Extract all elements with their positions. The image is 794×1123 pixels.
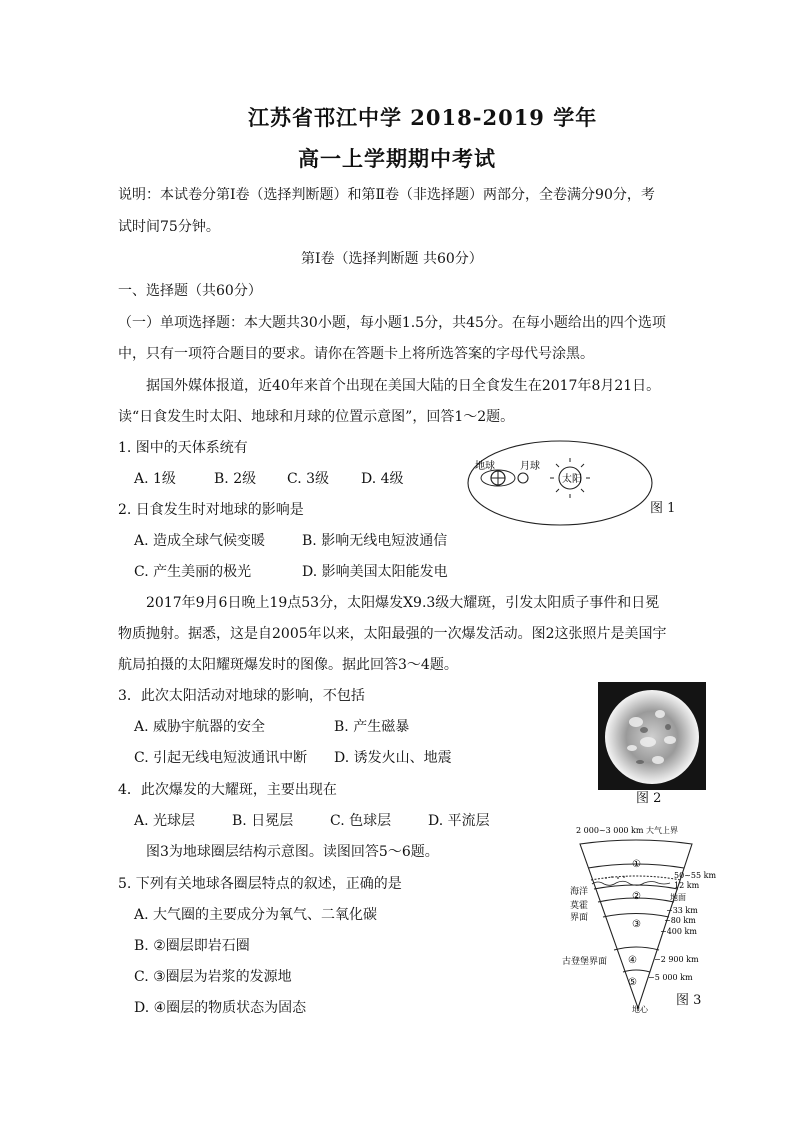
exam-title-line2: 高一上学期期中考试 — [298, 146, 496, 171]
section-title: 第Ⅰ卷（选择判断题 共60分） — [301, 251, 483, 267]
layer-3-label: ③ — [632, 919, 641, 930]
passage2-line3: 航局拍摄的太阳耀斑爆发时的图像。据此回答3～4题。 — [118, 657, 458, 673]
depth-50-55: 50~55 km — [674, 871, 717, 880]
figure-3-earth-layers — [548, 822, 728, 1014]
q2-option-a: A. 造成全球气候变暖 — [134, 533, 266, 549]
q3-option-d: D. 诱发火山、地震 — [334, 750, 452, 766]
passage2-line1: 2017年9月6日晚上19点53分，太阳爆发X9.3级大耀斑，引发太阳质子事件和日冕 — [146, 595, 660, 611]
q5-option-d: D. ④圈层的物质状态为固态 — [134, 1000, 307, 1016]
passage3: 图3为地球圈层结构示意图。读图回答5～6题。 — [146, 844, 439, 860]
q2-option-b: B. 影响无线电短波通信 — [302, 533, 448, 549]
q1-option-c: C. 3级 — [287, 471, 330, 487]
figure-1-caption: 图 1 — [650, 501, 676, 516]
depth-5000: −5 000 km — [648, 973, 693, 982]
q1-stem: 1. 图中的天体系统有 — [118, 440, 248, 456]
exam-title-line1: 江苏省邗江中学 2018-2019 学年 — [248, 105, 598, 130]
q1-option-d: D. 4级 — [361, 471, 404, 487]
q5-option-c: C. ③圈层为岩浆的发源地 — [134, 969, 292, 985]
q2-stem: 2. 日食发生时对地球的影响是 — [118, 502, 304, 518]
q3-stem: 3．此次太阳活动对地球的影响，不包括 — [118, 688, 365, 704]
layer-4-label: ④ — [628, 955, 637, 966]
q3-option-a: A. 威胁宇航器的安全 — [134, 719, 266, 735]
passage2-line2: 物质抛射。据悉，这是自2005年以来，太阳最强的一次爆发活动。图2这张照片是美国宇 — [118, 626, 667, 642]
q5-option-b: B. ②圈层即岩石圈 — [134, 938, 250, 954]
gutenberg-label: 古登堡界面 — [562, 957, 608, 967]
q1-option-a: A. 1级 — [134, 471, 176, 487]
q2-option-d: D. 影响美国太阳能发电 — [302, 564, 448, 580]
moho-label-2: 界面 — [570, 913, 589, 923]
sun-label: 太阳 — [562, 474, 582, 485]
part1-title: 一、选择题（共60分） — [118, 283, 262, 299]
part1-desc-line2: 中，只有一项符合题目的要求。请你在答题卡上将所选答案的字母代号涂黑。 — [118, 346, 594, 362]
q5-stem: 5. 下列有关地球各圈层特点的叙述，正确的是 — [118, 876, 402, 892]
ocean-label: 海洋 — [570, 887, 589, 897]
depth-80: −80 km — [664, 916, 696, 925]
passage1-line1: 据国外媒体报道，近40年来首个出现在美国大陆的日全食发生在2017年8月21日。 — [146, 378, 661, 394]
q2-option-c: C. 产生美丽的极光 — [134, 564, 252, 580]
earth-label: 地球 — [475, 461, 495, 472]
figure-2-sun-photo — [598, 682, 706, 790]
moon-icon — [518, 473, 528, 483]
part1-desc-line1: （一）单项选择题：本大题共30小题，每小题1.5分，共45分。在每小题给出的四个选项 — [118, 315, 666, 331]
figure-2-caption: 图 2 — [636, 791, 662, 806]
layer-2-label: ② — [632, 891, 641, 902]
atmosphere-top-label: 2 000~3 000 km 大气上界 — [576, 826, 679, 835]
figure-3-caption: 图 3 — [676, 993, 702, 1008]
depth-33: −33 km — [666, 906, 698, 915]
q5-option-a: A. 大气圈的主要成分为氧气、二氧化碳 — [134, 907, 378, 923]
instructions-line2: 试时间75分钟。 — [118, 219, 220, 235]
depth-2900: −2 900 km — [654, 955, 699, 964]
core-label: 地心 — [632, 1005, 648, 1014]
q4-stem: 4．此次爆发的大耀斑，主要出现在 — [118, 782, 337, 798]
moho-label-1: 莫霍 — [570, 901, 589, 911]
depth-400: −400 km — [660, 927, 697, 936]
q3-option-c: C. 引起无线电短波通讯中断 — [134, 750, 308, 766]
passage1-line2: 读“日食发生时太阳、地球和月球的位置示意图”，回答1～2题。 — [118, 409, 515, 425]
instructions-line1: 说明：本试卷分第Ⅰ卷（选择判断题）和第Ⅱ卷（非选择题）两部分，全卷满分90分，考 — [118, 187, 655, 203]
q1-option-b: B. 2级 — [214, 471, 257, 487]
q4-option-b: B. 日冕层 — [232, 813, 294, 829]
layer-5-label: ⑤ — [628, 977, 637, 988]
moon-label: 月球 — [520, 461, 540, 472]
sun-disc — [605, 690, 699, 784]
depth-12: 12 km — [674, 881, 700, 890]
q4-option-d: D. 平流层 — [428, 813, 490, 829]
q4-option-c: C. 色球层 — [330, 813, 392, 829]
layer-1-label: ① — [632, 859, 641, 870]
ground-label: 地面 — [670, 893, 686, 902]
figure-1-sun-earth-moon — [465, 438, 655, 528]
q4-option-a: A. 光球层 — [134, 813, 196, 829]
q3-option-b: B. 产生磁暴 — [334, 719, 410, 735]
